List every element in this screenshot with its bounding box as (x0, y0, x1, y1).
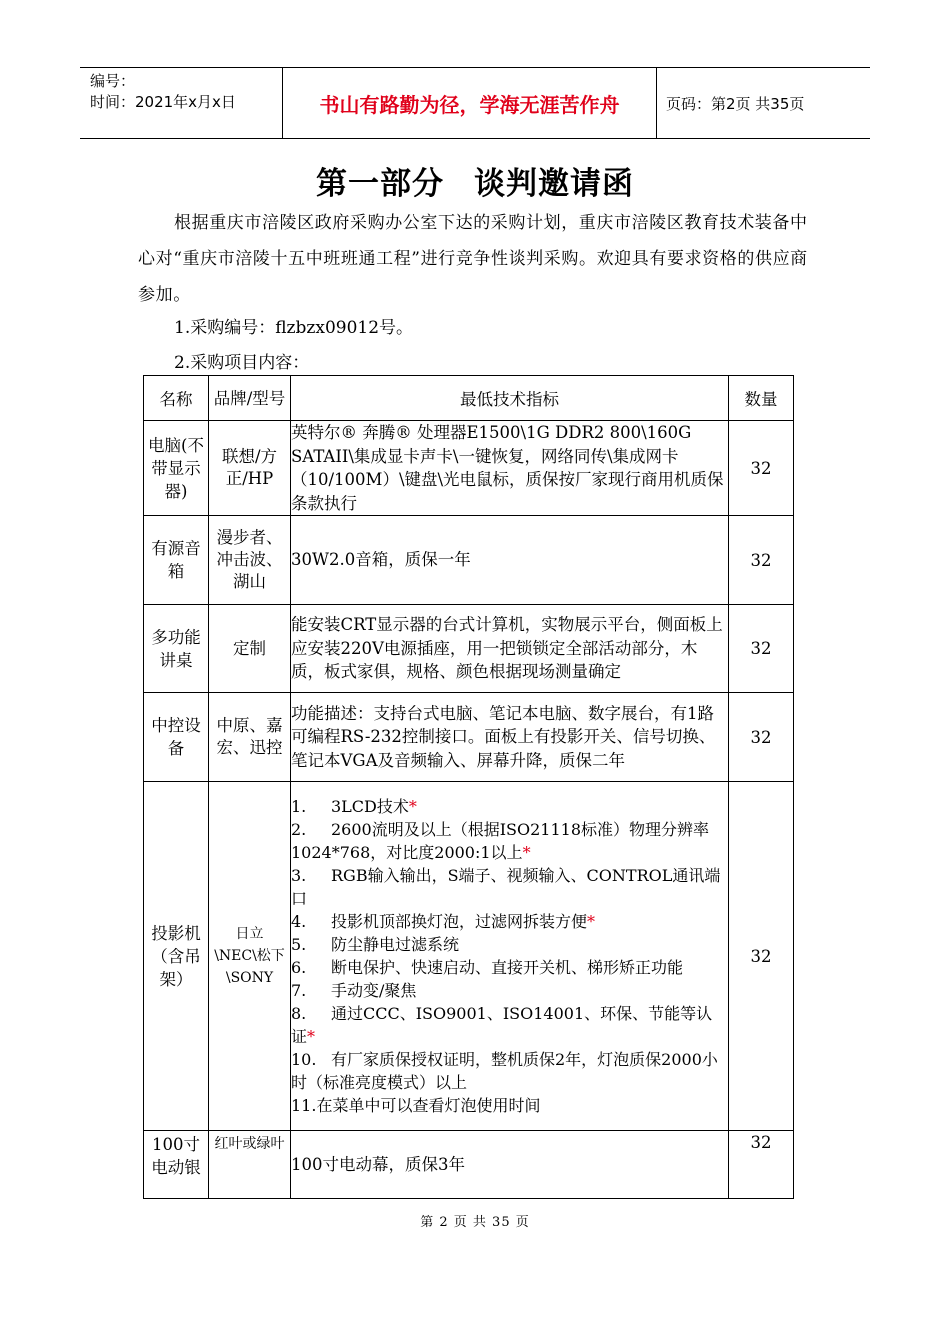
header-brand: 品牌/型号 (209, 376, 291, 421)
procurement-table (143, 375, 794, 1199)
number-label: 编号： (90, 72, 136, 90)
table-row (144, 693, 794, 782)
row-brand: 中原、嘉宏、迅控 (209, 693, 291, 782)
spec-list-item: 4. 投影机顶部换灯泡，过滤网拆装方便* (291, 912, 596, 931)
row-spec: 100寸电动幕，质保3年 (291, 1131, 729, 1199)
table-row (144, 1131, 794, 1199)
spec-list-item: 8. 通过CCC、ISO9001、ISO14001、环保、节能等认证* (291, 1004, 713, 1046)
row-qty: 32 (729, 421, 794, 516)
row-name: 投影机（含吊架） (144, 782, 209, 1131)
row-name: 有源音箱 (144, 516, 209, 605)
header-qty: 数量 (729, 376, 794, 421)
intro-paragraph: 根据重庆市涪陵区政府采购办公室下达的采购计划，重庆市涪陵区教育技术装备中心对“重庆市涪陵十五中班班通工程”进行竞争性谈判采购。欢迎具有要求资格的供应商参加。 (138, 213, 808, 305)
spec-list-item: 11.在菜单中可以查看灯泡使用时间 (291, 1096, 541, 1115)
row-name: 多功能讲桌 (144, 605, 209, 693)
row-brand: 红叶或绿叶 (209, 1131, 291, 1199)
page-header (80, 67, 870, 139)
table-row (144, 605, 794, 693)
row-brand: 日立\NEC\松下\SONY (209, 782, 291, 1131)
spec-list-item: 10. 有厂家质保授权证明，整机质保2年，灯泡质保2000小时（标准亮度模式）以上 (291, 1050, 718, 1092)
table-row (144, 516, 794, 605)
row-name: 100寸电动银 (144, 1131, 209, 1199)
spec-list-item: 3. RGB输入输出，S端子、视频输入、CONTROL通讯端口 (291, 866, 721, 908)
procurement-content-label: 2.采购项目内容： (174, 353, 310, 373)
spec-list-item: 2. 2600流明及以上（根据ISO21118标准）物理分辨率1024*768，对比度2000:1以上* (291, 820, 710, 862)
header-page-info: 页码：第2页 共35页 (666, 94, 805, 113)
title-part: 第一部分 (316, 166, 444, 202)
row-name: 电脑(不带显示器) (144, 421, 209, 516)
header-meta (80, 68, 283, 138)
page-footer: 第 2 页 共 35 页 (420, 1215, 530, 1230)
row-qty: 32 (729, 693, 794, 782)
row-brand: 漫步者、冲击波、湖山 (209, 516, 291, 605)
header-motto: 书山有路勤为径，学海无涯苦作舟 (283, 68, 657, 138)
title-name: 谈判邀请函 (474, 166, 634, 202)
spec-list-item: 7. 手动变/聚焦 (291, 981, 417, 1000)
row-qty: 32 (729, 782, 794, 1131)
row-qty: 32 (729, 516, 794, 605)
row-spec-list (291, 782, 729, 1131)
row-spec: 30W2.0音箱，质保一年 (291, 516, 729, 605)
time-label: 时间：2021年x月x日 (90, 93, 236, 111)
table-row (144, 421, 794, 516)
table-row (144, 782, 794, 1131)
row-spec: 英特尔® 奔腾® 处理器E1500\1G DDR2 800\160G SATAII\集成显卡声卡\一键恢复，网络同传\集成网卡（10/100M）\键盘\光电鼠标，质保按厂家现行商用机质保条款执行 (291, 421, 729, 516)
row-qty: 32 (729, 1131, 794, 1199)
table-header-row (144, 376, 794, 421)
row-brand: 联想/方正/HP (209, 421, 291, 516)
row-spec: 能安装CRT显示器的台式计算机，实物展示平台，侧面板上应安装220V电源插座，用一把锁锁定全部活动部分，木质，板式家俱，规格、颜色根据现场测量确定 (291, 605, 729, 693)
row-name: 中控设备 (144, 693, 209, 782)
row-spec: 功能描述：支持台式电脑、笔记本电脑、数字展台，有1路可编程RS-232控制接口。面板上有投影开关、信号切换、笔记本VGA及音频输入、屏幕升降，质保二年 (291, 693, 729, 782)
header-spec: 最低技术指标 (291, 376, 729, 421)
page-title (0, 158, 950, 203)
row-qty: 32 (729, 605, 794, 693)
spec-list-item: 1. 3LCD技术* (291, 797, 417, 816)
spec-list-item: 5. 防尘静电过滤系统 (291, 935, 460, 954)
spec-list-item: 6. 断电保护、快速启动、直接开关机、梯形矫正功能 (291, 958, 684, 977)
procurement-number: 1.采购编号：flzbzx09012号。 (174, 318, 414, 338)
row-brand: 定制 (209, 605, 291, 693)
header-name: 名称 (144, 376, 209, 421)
